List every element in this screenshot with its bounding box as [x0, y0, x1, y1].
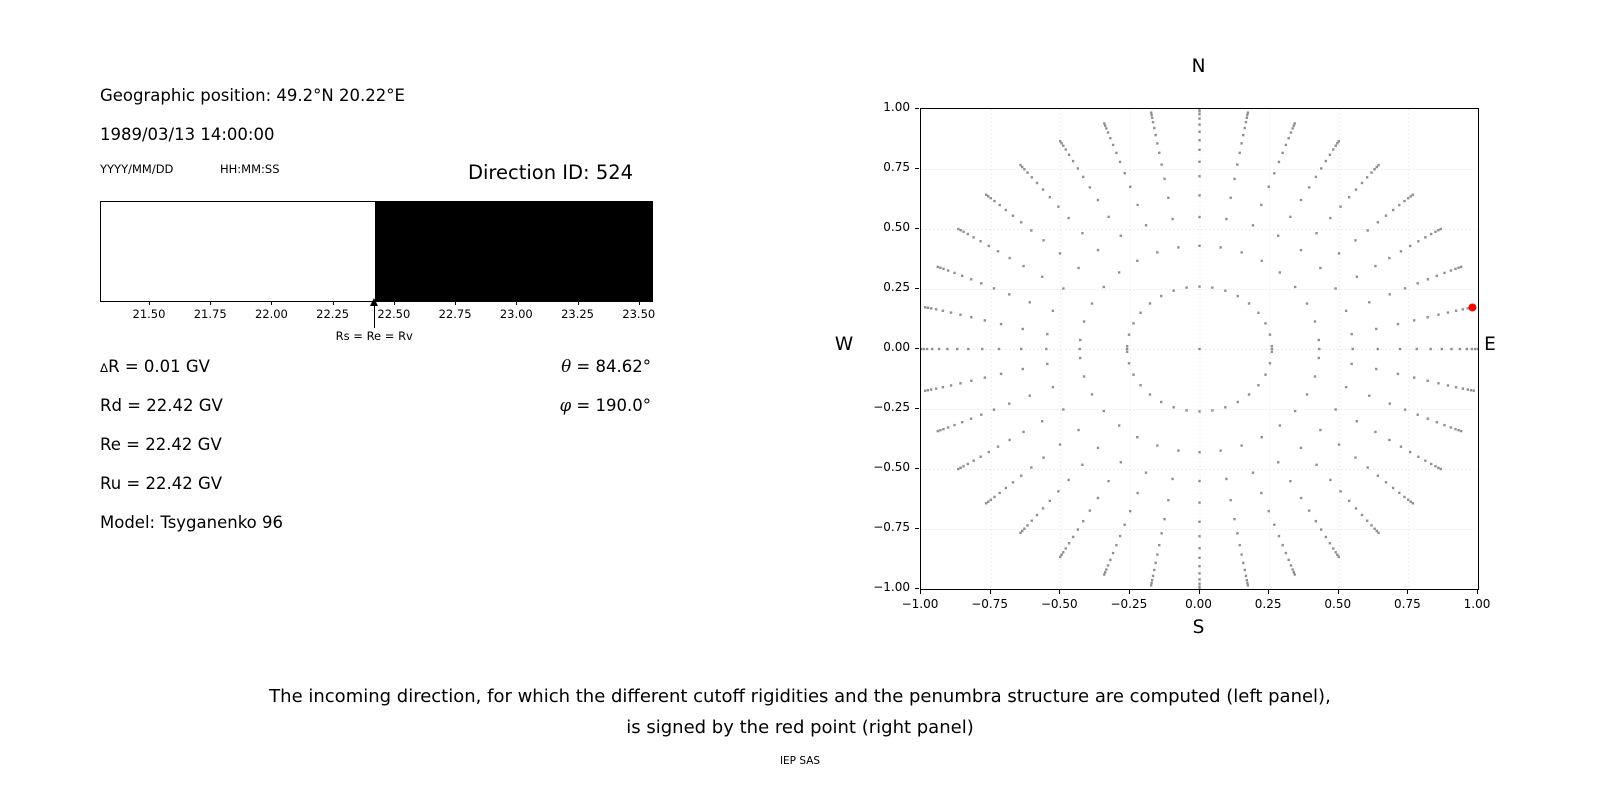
scatter-y-tick-mark [915, 588, 919, 589]
compass-east-label: E [1484, 334, 1496, 355]
time-format-label: HH:MM:SS [220, 162, 280, 176]
penumbra-tick-mark [516, 301, 517, 305]
re-value: Re = 22.42 GV [100, 435, 222, 454]
scatter-x-tick-mark [990, 590, 991, 594]
scatter-x-tick-label: −0.75 [971, 597, 1009, 611]
penumbra-tick-label: 23.50 [622, 307, 656, 321]
datetime-label: 1989/03/13 14:00:00 [100, 125, 275, 144]
scatter-y-tick-mark [915, 288, 919, 289]
scatter-x-tick-label: 1.00 [1463, 597, 1491, 611]
scatter-y-tick-label: −1.00 [873, 580, 910, 594]
penumbra-bar-plot [100, 201, 653, 302]
compass-west-label: W [834, 334, 854, 355]
scatter-x-tick-label: 0.50 [1324, 597, 1352, 611]
scatter-x-tick-label: −1.00 [901, 597, 939, 611]
penumbra-tick-label: 22.00 [254, 307, 288, 321]
scatter-y-tick-label: 0.00 [883, 340, 910, 354]
compass-north-label: N [1191, 56, 1206, 77]
scatter-y-tick-label: 1.00 [883, 100, 910, 114]
rd-value: Rd = 22.42 GV [100, 396, 223, 415]
penumbra-tick-mark [639, 301, 640, 305]
model-label: Model: Tsyganenko 96 [100, 513, 284, 532]
direction-id-label: Direction ID: 524 [468, 161, 634, 184]
scatter-x-tick-mark [1268, 590, 1269, 594]
phi-value: φ = 190.0° [559, 396, 651, 415]
scatter-y-tick-mark [915, 468, 919, 469]
scatter-y-tick-label: 0.50 [883, 220, 910, 234]
scatter-y-tick-mark [915, 348, 919, 349]
scatter-x-tick-mark [1407, 590, 1408, 594]
penumbra-tick-label: 23.00 [499, 307, 533, 321]
penumbra-tick-label: 21.50 [132, 307, 166, 321]
scatter-y-tick-label: −0.75 [873, 520, 910, 534]
scatter-y-tick-label: −0.50 [873, 460, 910, 474]
geographic-position-label: Geographic position: 49.2°N 20.22°E [100, 86, 405, 105]
scatter-y-tick-label: −0.25 [873, 400, 910, 414]
scatter-x-tick-label: 0.75 [1394, 597, 1421, 611]
scatter-x-tick-label: −0.50 [1040, 597, 1078, 611]
penumbra-tick-mark [455, 301, 456, 305]
scatter-y-tick-label: 0.75 [883, 160, 910, 174]
penumbra-tick-label: 22.75 [438, 307, 472, 321]
scatter-x-tick-label: 0.00 [1185, 597, 1212, 611]
scatter-x-tick-mark [1129, 590, 1130, 594]
scatter-x-tick-mark [1199, 590, 1200, 594]
phi-symbol: φ [559, 396, 572, 415]
scatter-x-tick-mark [920, 590, 921, 594]
penumbra-tick-mark [333, 301, 334, 305]
delta-symbol: Δ [100, 361, 109, 375]
delta-r-value: ΔR = 0.01 GV [100, 357, 210, 376]
theta-symbol: θ [561, 357, 572, 376]
scatter-x-tick-mark [1338, 590, 1339, 594]
penumbra-tick-mark [394, 301, 395, 305]
scatter-y-tick-mark [915, 528, 919, 529]
caption-line-1: The incoming direction, for which the different cutoff rigidities and the penumbra structure are computed (left panel), [269, 686, 1331, 707]
ru-value: Ru = 22.42 GV [100, 474, 223, 493]
theta-value: θ = 84.62° [561, 357, 651, 376]
forbidden-band [375, 202, 652, 301]
scatter-x-tick-label: −0.25 [1110, 597, 1148, 611]
scatter-y-tick-mark [915, 408, 919, 409]
scatter-x-tick-mark [1059, 590, 1060, 594]
penumbra-tick-label: 22.50 [377, 307, 411, 321]
scatter-y-tick-label: 0.25 [883, 280, 910, 294]
direction-scatter-canvas [921, 109, 1478, 589]
scatter-y-tick-mark [915, 108, 919, 109]
direction-scatter-plot [920, 108, 1479, 590]
scatter-x-tick-label: 0.25 [1254, 597, 1282, 611]
penumbra-tick-mark [149, 301, 150, 305]
penumbra-tick-label: 21.75 [193, 307, 227, 321]
scatter-y-tick-mark [915, 228, 919, 229]
date-format-label: YYYY/MM/DD [100, 162, 174, 176]
penumbra-tick-label: 23.25 [561, 307, 594, 321]
compass-south-label: S [1192, 617, 1205, 638]
penumbra-tick-label: 22.25 [316, 307, 350, 321]
penumbra-tick-mark [210, 301, 211, 305]
scatter-x-tick-mark [1477, 590, 1478, 594]
caption-line-2: is signed by the red point (right panel) [626, 717, 974, 738]
scatter-y-tick-mark [915, 168, 919, 169]
penumbra-tick-mark [271, 301, 272, 305]
cutoff-arrow-label: Rs = Re = Rv [335, 329, 413, 343]
penumbra-tick-mark [578, 301, 579, 305]
credit-label: IEP SAS [779, 755, 821, 767]
